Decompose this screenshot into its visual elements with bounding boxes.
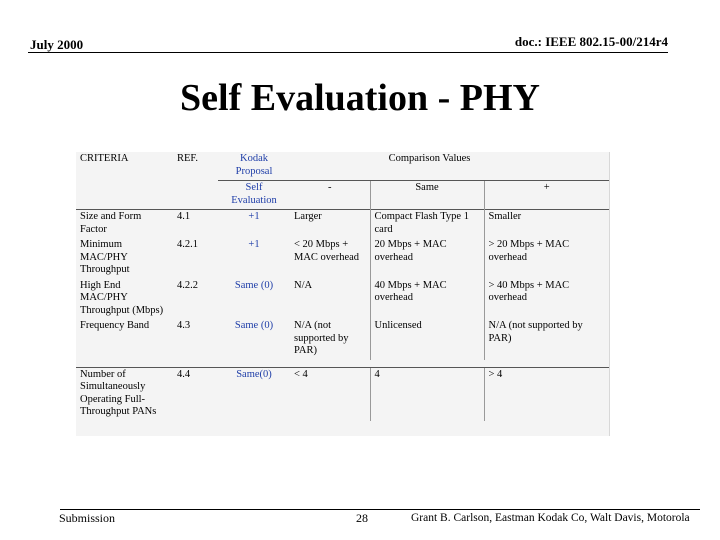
row-same: Unlicensed xyxy=(370,319,484,360)
row-criteria: High End MAC/PHY Throughput (Mbps) xyxy=(80,279,164,316)
sub-minus: - xyxy=(290,181,370,210)
row-criteria: Frequency Band xyxy=(80,320,150,331)
row-same: 20 Mbps + MAC overhead xyxy=(370,238,484,279)
footer-rule xyxy=(60,509,700,510)
row-same: Compact Flash Type 1 card xyxy=(370,210,484,239)
row-ref: 4.2.1 xyxy=(177,239,198,250)
row-ref: 4.2.2 xyxy=(177,279,198,291)
row-ref: 4.3 xyxy=(177,320,191,331)
row-smaller: > 20 Mbps + MAC overhead xyxy=(484,238,609,279)
row-larger: < 20 Mbps + MAC overhead xyxy=(294,239,360,263)
row-smaller: > 4 xyxy=(484,367,609,421)
row-eval: Same (0) xyxy=(234,279,274,291)
slide-title: Self Evaluation - PHY xyxy=(180,77,540,119)
row-smaller: > 40 Mbps + MAC overhead xyxy=(484,279,609,320)
header-doc-id: doc.: IEEE 802.15-00/214r4 xyxy=(514,34,668,49)
sub-plus: + xyxy=(484,181,609,210)
header-rule xyxy=(28,52,668,53)
row-same: 40 Mbps + MAC overhead xyxy=(370,279,484,320)
table-row xyxy=(76,319,609,360)
col-comparison-header xyxy=(290,152,609,181)
table-row xyxy=(76,210,609,239)
col-kodak-header: Kodak Proposal xyxy=(235,153,273,177)
footer-submission: Submission xyxy=(59,511,116,525)
row-criteria: Size and Form Factor xyxy=(76,210,173,239)
row-ref: 4.1 xyxy=(173,210,218,239)
row-eval: Same (0) xyxy=(234,320,274,331)
col-ref-header: REF. xyxy=(177,153,199,164)
row-smaller: Smaller xyxy=(484,210,609,239)
row-smaller: N/A (not supported by PAR) xyxy=(484,319,609,360)
row-criteria: Number of Simultaneously Operating Full-Throughput PANs xyxy=(76,367,173,421)
row-eval: Same(0) xyxy=(218,367,290,421)
criteria-table xyxy=(76,152,609,421)
comparison-values-label: Comparison Values xyxy=(388,153,471,164)
footer-authors: Grant B. Carlson, Eastman Kodak Co, Walt Davis, Motorola xyxy=(411,512,690,524)
row-larger: N/A (not supported by PAR) xyxy=(294,320,349,356)
row-same: 4 xyxy=(370,367,484,421)
table-row xyxy=(76,367,609,421)
footer-page-number: 28 xyxy=(356,511,368,525)
sub-self-eval: Self Evaluation xyxy=(218,181,290,210)
table-subheader-row xyxy=(76,181,609,210)
row-larger: < 4 xyxy=(290,367,370,421)
table-header-row xyxy=(76,152,609,181)
header-date: July 2000 xyxy=(30,37,84,52)
table-row xyxy=(76,279,609,320)
row-eval: +1 xyxy=(218,210,290,239)
col-criteria-header: CRITERIA xyxy=(80,153,129,164)
table-row xyxy=(76,238,609,279)
row-criteria: Minimum MAC/PHY Throughput xyxy=(80,239,130,275)
row-larger: Larger xyxy=(290,210,370,239)
sub-same: Same xyxy=(370,181,484,210)
row-larger: N/A xyxy=(294,279,313,291)
row-ref: 4.4 xyxy=(173,367,218,421)
row-eval: +1 xyxy=(248,239,260,250)
